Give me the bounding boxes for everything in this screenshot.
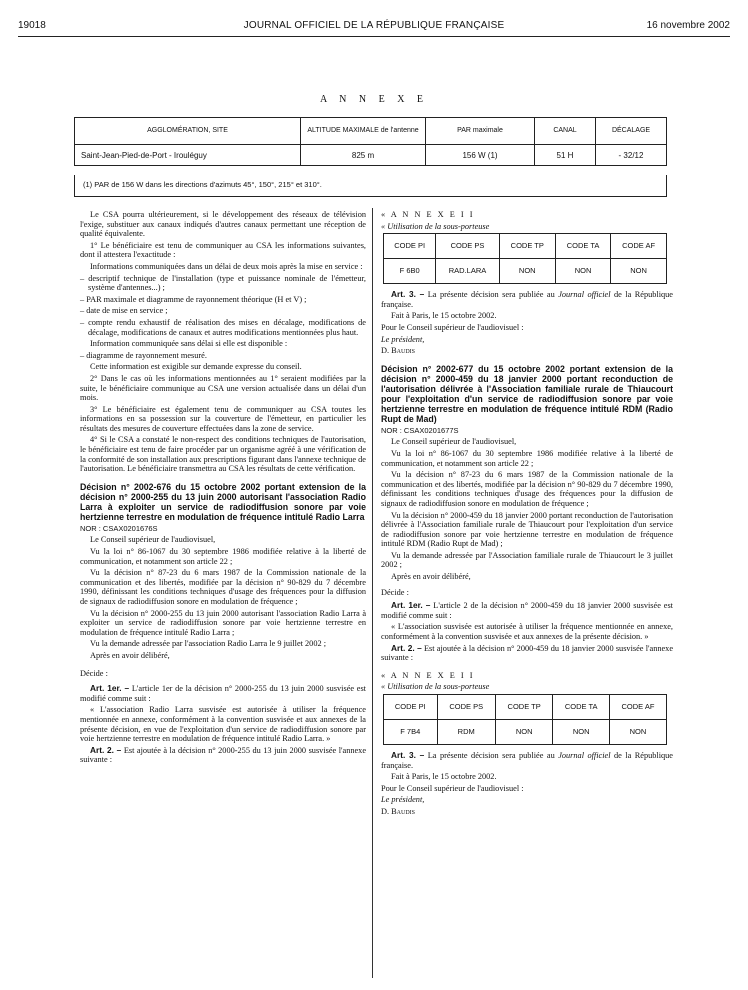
paragraph: Vu la loi n° 86-1067 du 30 septembre 1986 modifiée relative à la liberté de communication, et notamment son article 22 ; bbox=[80, 547, 366, 566]
list-item: – compte rendu exhaustif de réalisation des mises en décalage, modifications de décalage, modifications de canaux et autres modifications mentionnées plus haut. bbox=[80, 317, 366, 337]
column-header: CANAL bbox=[535, 118, 596, 145]
table-cell: 825 m bbox=[301, 145, 426, 166]
table-cell: 51 H bbox=[535, 145, 596, 166]
table-cell: Saint-Jean-Pied-de-Port - Irouléguy bbox=[75, 145, 301, 166]
paragraph: Après en avoir délibéré, bbox=[90, 650, 170, 660]
article-text: Est ajoutée à la décision n° 2000-255 du 13 juin 2000 susvisée l'annexe suivante : bbox=[80, 745, 367, 765]
table-cell: F 6B0 bbox=[384, 259, 436, 284]
article-text: La présente décision sera publiée au bbox=[427, 751, 559, 760]
issue-date: 16 novembre 2002 bbox=[646, 20, 730, 31]
table-row bbox=[75, 145, 667, 166]
annexe-ii-subtitle: « Utilisation de la sous-porteuse bbox=[381, 221, 490, 231]
column-header: CODE TA bbox=[555, 234, 610, 259]
decision-title: Décision n° 2002-677 du 15 octobre 2002 portant extension de la décision n° 2000-459 du 18 janvier 2000 portant reconduction de l'autorisation délivrée à l'Association familiale rurale de Thiaucourt pour l'exploitation d'un service de radiodiffusion sonore par voie hertzienne terrestre en modulation de fréquence intitulé RDM (Radio Rupt de Mad) bbox=[381, 363, 673, 424]
journal-name: Journal officiel bbox=[558, 751, 611, 760]
article-label: Art. 1er. – bbox=[90, 683, 130, 694]
decision-title: Décision n° 2002-676 du 15 octobre 2002 portant extension de la décision n° 2000-255 du 13 juin 2000 autorisant l'association Radio Larra à exploiter un service de radiodiffusion sonore par voie hertzienne terrestre en modulation de fréquence intitulé Radio Larra bbox=[80, 481, 366, 522]
column-header: PAR maximale bbox=[426, 118, 535, 145]
article-text: L'article 2 de la décision n° 2000-459 du 18 janvier 2000 susvisée est modifié comme suit : bbox=[381, 601, 673, 620]
article-label: Art. 2. – bbox=[391, 642, 422, 653]
paragraph: Vu la décision n° 2000-255 du 13 juin 2000 autorisant l'association Radio Larra à exploiter un service de radiodiffusion sonore par voie hertzienne terrestre en modulation de fréquence intitulé Radio Larra ; bbox=[80, 608, 366, 637]
paragraph: Vu la décision n° 87-23 du 6 mars 1987 de la Commission nationale de la communication et des libertés, modifiée par la décision n° 90-829 du 7 décembre 1990, définissant les conditions techniques d'usage des fréquences pour la diffusion de signaux de radiodiffusion sonore en modulation de fréquence ; bbox=[381, 470, 673, 508]
header-rule bbox=[18, 36, 730, 37]
article-text: de la République française. bbox=[381, 751, 673, 770]
annexe-title: A N N E X E bbox=[319, 94, 429, 105]
table-row bbox=[384, 259, 667, 284]
column-header: CODE AF bbox=[609, 695, 666, 720]
signature-name: D. Baudis bbox=[381, 806, 416, 816]
article-2 bbox=[80, 746, 366, 765]
annexe-table bbox=[74, 117, 667, 166]
article-label: Art. 2. – bbox=[90, 744, 122, 755]
column-header: CODE AF bbox=[611, 234, 667, 259]
list-item: – diagramme de rayonnement mesuré. bbox=[80, 350, 207, 360]
paragraph: Le CSA pourra ultérieurement, si le développement des réseaux de télévision l'exige, substituer aux canaux indiqués d'autres canaux permettant une réception de qualité équivalente. bbox=[80, 210, 366, 239]
article-label: Art. 1er. – bbox=[391, 600, 431, 611]
table-cell: NON bbox=[553, 720, 610, 745]
signature-title: Le président, bbox=[381, 795, 425, 805]
article-text: de la République française. bbox=[381, 290, 673, 309]
decide-heading: Décide : bbox=[80, 668, 108, 678]
article-3 bbox=[381, 751, 673, 770]
signature-date: Fait à Paris, le 15 octobre 2002. bbox=[391, 311, 497, 321]
annexe-ii-title: « A N N E X E I I bbox=[381, 670, 475, 680]
signature-date: Fait à Paris, le 15 octobre 2002. bbox=[391, 772, 497, 782]
table-header-row bbox=[384, 695, 667, 720]
table-cell: NON bbox=[495, 720, 552, 745]
left-column bbox=[80, 210, 366, 767]
paragraph: Vu la demande adressée par l'association Radio Larra le 9 juillet 2002 ; bbox=[90, 639, 326, 649]
column-header: CODE PS bbox=[436, 234, 499, 259]
table-cell: RDM bbox=[437, 720, 495, 745]
right-column bbox=[381, 210, 703, 819]
column-header: CODE TP bbox=[495, 695, 552, 720]
paragraph: « L'association susvisée est autorisée à utiliser la fréquence mentionnée en annexe, conformément à la convention susvisée et aux annexes de la présente décision. » bbox=[381, 622, 673, 642]
annexe-ii-subtitle: « Utilisation de la sous-porteuse bbox=[381, 682, 490, 692]
nor-reference: NOR : CSAX0201676S bbox=[80, 523, 158, 533]
signature-authority: Pour le Conseil supérieur de l'audiovisuel : bbox=[381, 322, 524, 332]
paragraph: « L'association Radio Larra susvisée est autorisée à utiliser la fréquence mentionnée en annexe, conformément à la convention susvisée et aux annexes de la présente décision, en vue de l'exploitation d'un service de radiodiffusion sonore par voie hertzienne terrestre en modulation de fréquence intitulé Radio Larra. » bbox=[80, 705, 366, 744]
signature-title: Le président, bbox=[381, 334, 425, 344]
paragraph: 3° Le bénéficiaire est également tenu de communiquer au CSA toutes les informations en sa possession sur la couverture de l'émetteur, en particulier les résultats des mesures de couverture effectuées dans la zone de service. bbox=[80, 404, 366, 433]
article-text: L'article 1er de la décision n° 2000-255 du 13 juin 2000 susvisée est modifié comme suit : bbox=[80, 684, 366, 703]
article-1 bbox=[80, 684, 366, 703]
journal-title: JOURNAL OFFICIEL DE LA RÉPUBLIQUE FRANÇAISE bbox=[243, 20, 505, 31]
article-text: Est ajoutée à la décision n° 2000-459 du 18 janvier 2000 susvisée l'annexe suivante : bbox=[381, 643, 674, 663]
table-cell: - 32/12 bbox=[596, 145, 667, 166]
table-cell: RAD.LARA bbox=[436, 259, 499, 284]
table-cell: NON bbox=[499, 259, 555, 284]
nor-reference: NOR : CSAX0201677S bbox=[381, 425, 459, 435]
table-footnote: (1) PAR de 156 W dans les directions d'azimuts 45°, 150°, 215° et 310°. bbox=[74, 175, 667, 197]
column-header: CODE PI bbox=[384, 695, 438, 720]
column-header: DÉCALAGE bbox=[596, 118, 667, 145]
paragraph: Le Conseil supérieur de l'audiovisuel, bbox=[90, 535, 216, 545]
paragraph: 4° Si le CSA a constaté le non-respect des conditions techniques de l'autorisation, le bénéficiaire est tenu de faire procéder par un organisme agréé à une vérification de la conformité de son installation aux prescriptions figurant dans l'annexe technique de l'autorisation. Le bénéficiaire transmettra au CSA les résultats de cette vérification. bbox=[80, 435, 366, 474]
paragraph: 1° Le bénéficiaire est tenu de communiquer au CSA les informations suivantes, dont il attestera l'exactitude : bbox=[80, 240, 366, 260]
list-item: – PAR maximale et diagramme de rayonnement théorique (H et V) ; bbox=[80, 294, 307, 304]
decide-heading: Décide : bbox=[381, 587, 409, 597]
paragraph: Vu la décision n° 87-23 du 6 mars 1987 de la Commission nationale de la communication et des libertés, modifiée par la décision n° 90-829 du 7 décembre 1990, définissant les conditions techniques d'usage des fréquences pour la diffusion de signaux de radiodiffusion sonore en modulation de fréquence ; bbox=[80, 568, 366, 606]
paragraph: Le Conseil supérieur de l'audiovisuel, bbox=[391, 437, 517, 447]
subcarrier-table bbox=[383, 694, 667, 745]
table-cell: NON bbox=[555, 259, 610, 284]
column-header: ALTITUDE MAXIMALE de l'antenne bbox=[301, 118, 426, 145]
table-cell: 156 W (1) bbox=[426, 145, 535, 166]
list-item: – date de mise en service ; bbox=[80, 306, 168, 316]
column-header: CODE TP bbox=[499, 234, 555, 259]
paragraph: Vu la demande adressée par l'Association familiale rurale de Thiaucourt le 3 juillet 2002 ; bbox=[381, 550, 673, 570]
table-header-row bbox=[384, 234, 667, 259]
table-row bbox=[384, 720, 667, 745]
column-header: CODE TA bbox=[553, 695, 610, 720]
column-header: CODE PS bbox=[437, 695, 495, 720]
list-item: – descriptif technique de l'installation (type et puissance nominale de l'émetteur, système d'antennes...) ; bbox=[80, 273, 366, 293]
paragraph: 2° Dans le cas où les informations mentionnées au 1° seraient modifiées par la suite, le bénéficiaire communique au CSA une version actualisée dans un délai d'un mois. bbox=[80, 373, 366, 403]
article-1 bbox=[381, 601, 673, 620]
journal-name: Journal officiel bbox=[558, 290, 611, 300]
table-header-row bbox=[75, 118, 667, 145]
article-label: Art. 3. – bbox=[391, 750, 425, 760]
column-header: CODE PI bbox=[384, 234, 436, 259]
table-cell: NON bbox=[609, 720, 666, 745]
paragraph: Informations communiquées dans un délai de deux mois après la mise en service : bbox=[90, 261, 363, 271]
subcarrier-table bbox=[383, 233, 667, 284]
signature-name: D. Baudis bbox=[381, 346, 416, 356]
column-header: AGGLOMÉRATION, SITE bbox=[75, 118, 301, 145]
article-2 bbox=[381, 644, 673, 663]
page-header bbox=[18, 20, 730, 36]
paragraph: Information communiquée sans délai si elle est disponible : bbox=[90, 339, 288, 349]
paragraph: Cette information est exigible sur demande expresse du conseil. bbox=[90, 362, 302, 372]
article-3 bbox=[381, 290, 673, 309]
table-cell: NON bbox=[611, 259, 667, 284]
paragraph: Après en avoir délibéré, bbox=[391, 572, 471, 582]
page-number: 19018 bbox=[18, 20, 46, 31]
paragraph: Vu la loi n° 86-1067 du 30 septembre 1986 modifiée relative à la liberté de communication, et notamment son article 22 ; bbox=[381, 448, 673, 468]
article-text: La présente décision sera publiée au bbox=[427, 290, 559, 300]
signature-authority: Pour le Conseil supérieur de l'audiovisuel : bbox=[381, 783, 524, 793]
paragraph: Vu la décision n° 2000-459 du 18 janvier 2000 portant reconduction de l'autorisation délivrée à l'Association familiale rurale de Thiaucourt pour l'exploitation d'un service de radiodiffusion sonore par voie hertzienne terrestre en modulation de fréquence intitulé RDM (Radio Rupt de Mad) ; bbox=[381, 510, 673, 549]
column-divider bbox=[372, 208, 373, 978]
annexe-ii-title: « A N N E X E I I bbox=[381, 210, 475, 219]
article-label: Art. 3. – bbox=[391, 289, 425, 300]
table-cell: F 7B4 bbox=[384, 720, 438, 745]
